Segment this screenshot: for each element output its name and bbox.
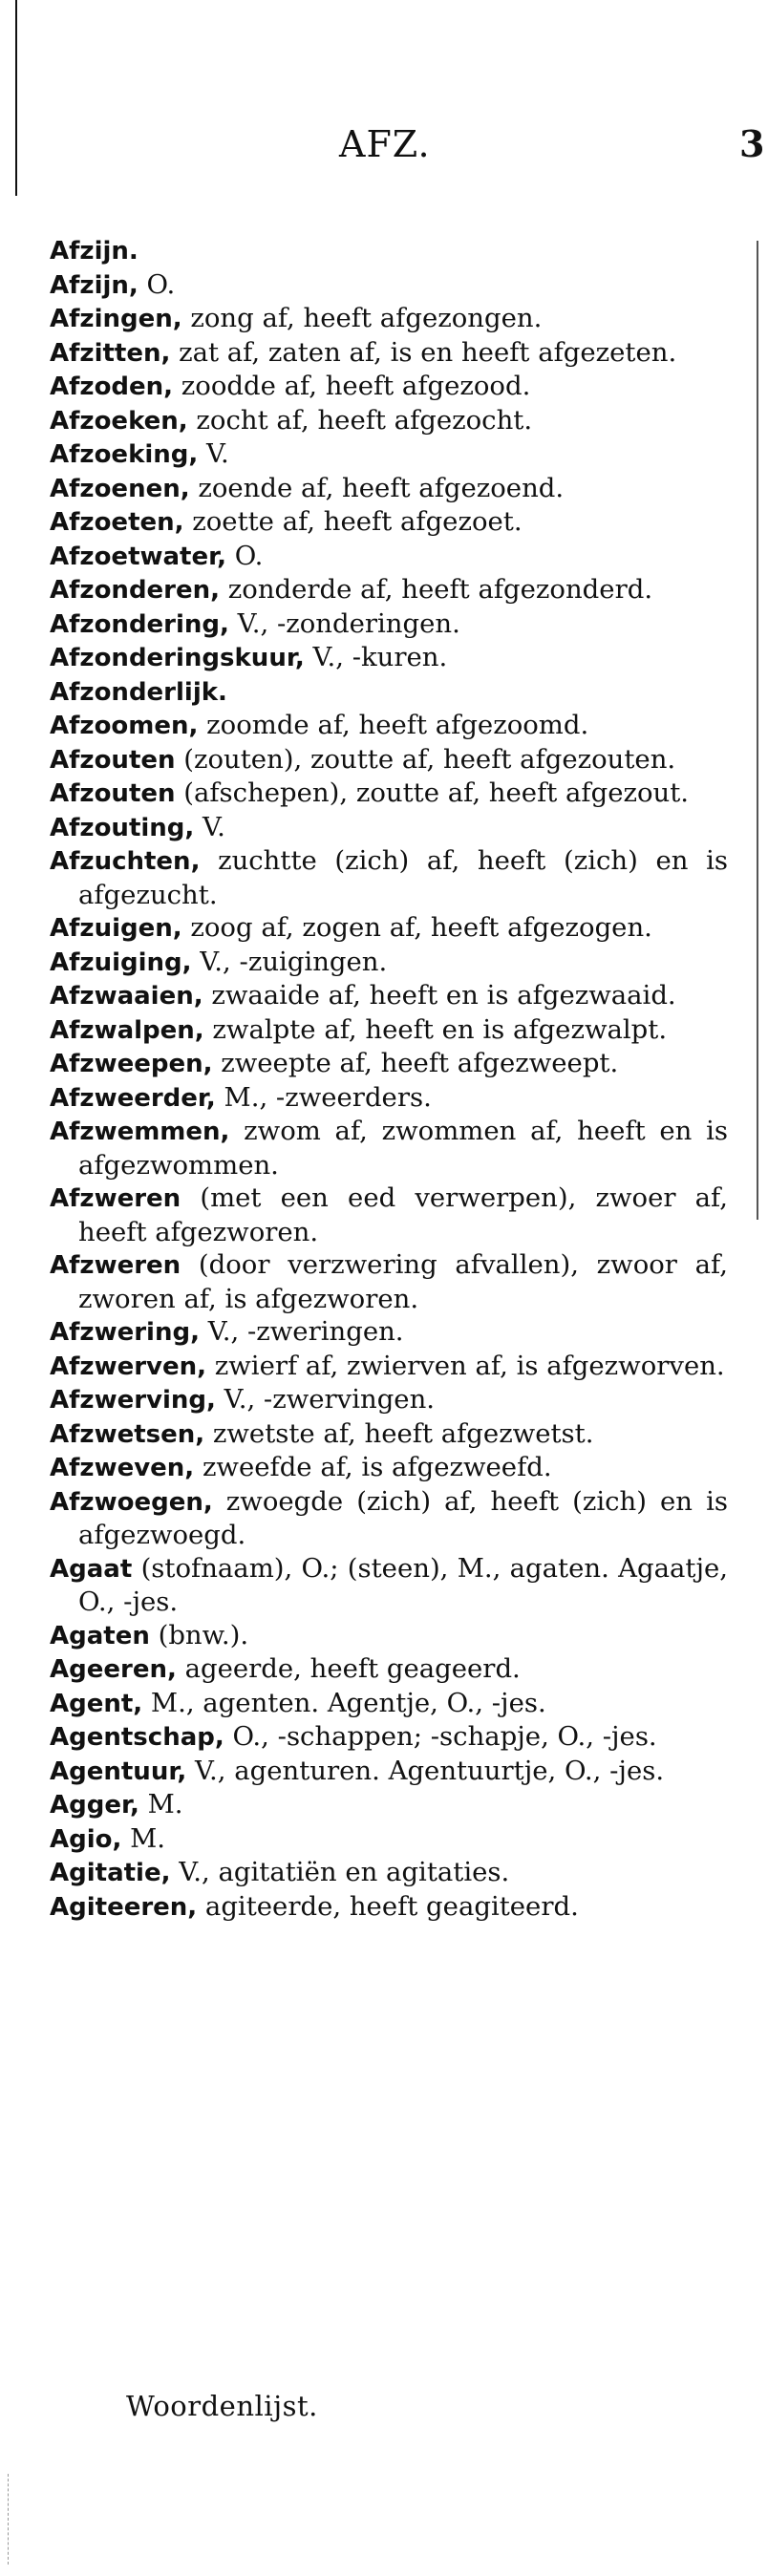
entry-headword: Ageeren, <box>50 1655 177 1684</box>
entry-definition: V., -zwervingen. <box>215 1384 436 1415</box>
entry-definition: (door verzwering afvallen), zwoor af, zworen af, is afgezworen. <box>78 1249 728 1314</box>
entry-definition: zonderde af, heeft afgezonderd. <box>220 574 653 605</box>
entry-headword: Afzwaaien, <box>50 982 203 1011</box>
dictionary-entry <box>50 946 728 980</box>
entry-headword: Afzuiging, <box>50 947 192 977</box>
entry-definition: zoette af, heeft afgezoet. <box>183 506 523 537</box>
entry-definition: V., -kuren. <box>304 642 448 672</box>
dictionary-entry <box>50 370 728 404</box>
entry-headword: Agio, <box>50 1824 122 1854</box>
entry-definition: (bnw.). <box>149 1619 249 1650</box>
entry-definition: ageerde, heeft geageerd. <box>176 1653 521 1684</box>
dictionary-entry <box>50 1115 728 1182</box>
entry-definition: zong af, heeft afgezongen. <box>181 303 543 333</box>
entry-headword: Afzweren <box>50 1184 181 1213</box>
entry-headword: Afzwalpen, <box>50 1015 204 1045</box>
entry-headword: Agentschap, <box>50 1723 224 1752</box>
entry-definition: zuchtte (zich) af, heeft (zich) en is afgezucht. <box>78 845 728 910</box>
dictionary-entry <box>50 573 728 607</box>
entry-headword: Afzondering, <box>50 609 229 639</box>
dictionary-entry <box>50 1822 728 1857</box>
entry-headword: Afzonderingskuur, <box>50 644 305 672</box>
entry-definition: M. <box>121 1822 166 1854</box>
entry-definition: zwierf af, zwierven af, is afgezworven. <box>206 1350 725 1381</box>
entry-definition: V., agitatiën en agitaties. <box>170 1857 510 1887</box>
entry-definition: V., -zonderingen. <box>228 607 460 639</box>
entry-headword: Afzouting, <box>50 813 195 842</box>
entry-headword: Afzoeken, <box>50 406 188 436</box>
dictionary-entry <box>50 1013 728 1048</box>
entry-definition: O., -schappen; -schapje, O., -jes. <box>224 1721 657 1752</box>
entry-definition: V., agenturen. Agentuurtje, O., -jes. <box>186 1755 665 1786</box>
dictionary-entry <box>50 1047 728 1081</box>
entry-definition: (met een eed verwerpen), zwoer af, heeft afgezworen. <box>78 1182 728 1247</box>
dictionary-entry <box>50 1350 728 1384</box>
entry-headword: Agiteeren, <box>50 1892 198 1922</box>
entry-headword: Afzweepen, <box>50 1050 213 1078</box>
dictionary-entry <box>50 1652 728 1687</box>
entry-headword: Afzingen, <box>50 305 182 333</box>
entry-headword: Agentuur, <box>50 1756 187 1786</box>
entry-definition: zoende af, heeft afgezoend. <box>189 472 565 503</box>
entry-headword: Afzwering, <box>50 1318 200 1347</box>
dictionary-entry <box>50 777 728 811</box>
entry-headword: Afzonderen, <box>50 576 221 605</box>
entry-headword: Afzoden, <box>50 373 174 401</box>
dictionary-entry <box>50 641 728 675</box>
dictionary-entry <box>50 709 728 743</box>
entry-headword: Afzweren <box>50 1251 181 1280</box>
dictionary-entry <box>50 268 728 303</box>
entry-definition: zwoegde (zich) af, heeft (zich) en is afgezwoegd. <box>78 1485 728 1550</box>
dictionary-entry <box>50 1856 728 1890</box>
entry-definition: M., agenten. Agentje, O., -jes. <box>142 1687 546 1718</box>
bottom-edge-marks <box>8 2474 11 2565</box>
entry-headword: Afzwoegen, <box>50 1487 213 1517</box>
entry-definition: zocht af, heeft afgezocht. <box>187 404 533 436</box>
right-margin-rule <box>757 241 758 1220</box>
entry-definition: zweefde af, is afgezweefd. <box>194 1452 552 1482</box>
dictionary-entry <box>50 979 728 1013</box>
dictionary-entry <box>50 437 728 472</box>
footer-catchword: Woordenlijst. <box>126 2390 318 2422</box>
dictionary-entry <box>50 336 728 371</box>
entry-headword: Afzonderlijk. <box>50 677 227 707</box>
entry-headword: Afzoetwater, <box>50 542 226 571</box>
entry-headword: Afzijn, <box>50 270 139 300</box>
entry-definition: V. <box>194 811 225 842</box>
dictionary-entry <box>50 404 728 438</box>
dictionary-entry <box>50 1451 728 1485</box>
entry-headword: Afzoeking, <box>50 440 199 469</box>
entry-definition: O. <box>138 268 176 300</box>
entry-definition: V., -zuigingen. <box>191 946 388 977</box>
dictionary-entry <box>50 1788 728 1822</box>
dictionary-entry <box>50 1081 728 1116</box>
entry-headword: Afzwerving, <box>50 1386 216 1415</box>
dictionary-entry <box>50 844 728 911</box>
dictionary-entry <box>50 675 728 710</box>
entry-definition: zwetste af, heeft afgezwetst. <box>204 1417 594 1449</box>
dictionary-entry <box>50 1720 728 1755</box>
entry-definition: agiteerde, heeft geagiteerd. <box>197 1890 579 1922</box>
dictionary-entry <box>50 1552 728 1619</box>
dictionary-entry <box>50 811 728 845</box>
dictionary-entry <box>50 234 728 268</box>
entry-definition: O. <box>226 540 264 571</box>
entry-definition: M. <box>139 1789 183 1820</box>
dictionary-entry <box>50 1248 728 1315</box>
running-header: AFZ. <box>339 123 431 165</box>
dictionary-entry <box>50 607 728 642</box>
entry-headword: Afzitten, <box>50 338 171 368</box>
entry-definition: zwaaide af, heeft en is afgezwaaid. <box>203 980 676 1011</box>
entry-headword: Afzoenen, <box>50 474 190 503</box>
dictionary-entry <box>50 911 728 946</box>
dictionary-entry <box>50 1182 728 1248</box>
entry-definition: zwom af, zwommen af, heeft en is afgezwommen. <box>78 1116 728 1181</box>
entry-headword: Agger, <box>50 1791 139 1820</box>
entry-definition: zoog af, zogen af, heeft afgezogen. <box>181 912 652 943</box>
entry-headword: Agaat <box>50 1554 133 1584</box>
dictionary-entry <box>50 1890 728 1925</box>
entry-headword: Afzuigen, <box>50 914 182 943</box>
entry-definition: (zouten), zoutte af, heeft afgezouten. <box>175 743 676 775</box>
entry-headword: Afzweerder, <box>50 1083 216 1113</box>
left-margin-rule <box>15 0 17 196</box>
entry-definition: zwalpte af, heeft en is afgezwalpt. <box>203 1013 668 1045</box>
entry-definition: zat af, zaten af, is en heeft afgezeten. <box>170 336 677 368</box>
entry-headword: Afzoeten, <box>50 508 184 537</box>
entry-headword: Afzwetsen, <box>50 1419 205 1449</box>
entry-definition: M., -zweerders. <box>215 1081 432 1113</box>
dictionary-entry <box>50 505 728 540</box>
dictionary-entry <box>50 1687 728 1721</box>
entry-definition: zweepte af, heeft afgezweept. <box>212 1048 619 1078</box>
dictionary-entry <box>50 1485 728 1552</box>
entry-headword: Afzouten <box>50 779 176 808</box>
entry-headword: Afzuchten, <box>50 847 201 876</box>
entry-definition: V. <box>198 438 229 469</box>
entry-headword: Afzoomen, <box>50 712 199 740</box>
dictionary-entry <box>50 1417 728 1452</box>
entry-headword: Agaten <box>50 1621 150 1650</box>
dictionary-entry <box>50 302 728 336</box>
dictionary-entry <box>50 1383 728 1417</box>
entry-definition: V., -zweringen. <box>199 1316 404 1347</box>
entry-headword: Agitatie, <box>50 1859 171 1887</box>
entry-headword: Afzwerven, <box>50 1352 207 1381</box>
dictionary-entry <box>50 1619 728 1653</box>
dictionary-entry <box>50 1315 728 1350</box>
entry-definition: zoodde af, heeft afgezood. <box>173 371 531 401</box>
entry-headword: Agent, <box>50 1689 143 1718</box>
entry-definition: (stofnaam), O.; (steen), M., agaten. Agaatje, O., -jes. <box>78 1552 728 1617</box>
entry-headword: Afzijn. <box>50 237 139 266</box>
entry-headword: Afzouten <box>50 745 176 775</box>
entry-definition: zoomde af, heeft afgezoomd. <box>198 710 589 740</box>
entry-headword: Afzwemmen, <box>50 1118 230 1146</box>
dictionary-entry <box>50 472 728 506</box>
entry-list <box>50 234 728 1924</box>
page-number: 3 <box>739 122 765 165</box>
dictionary-entry <box>50 743 728 777</box>
entry-definition: (afschepen), zoutte af, heeft afgezout. <box>175 777 690 808</box>
dictionary-entry <box>50 540 728 574</box>
dictionary-entry <box>50 1755 728 1789</box>
entry-headword: Afzweven, <box>50 1454 195 1482</box>
